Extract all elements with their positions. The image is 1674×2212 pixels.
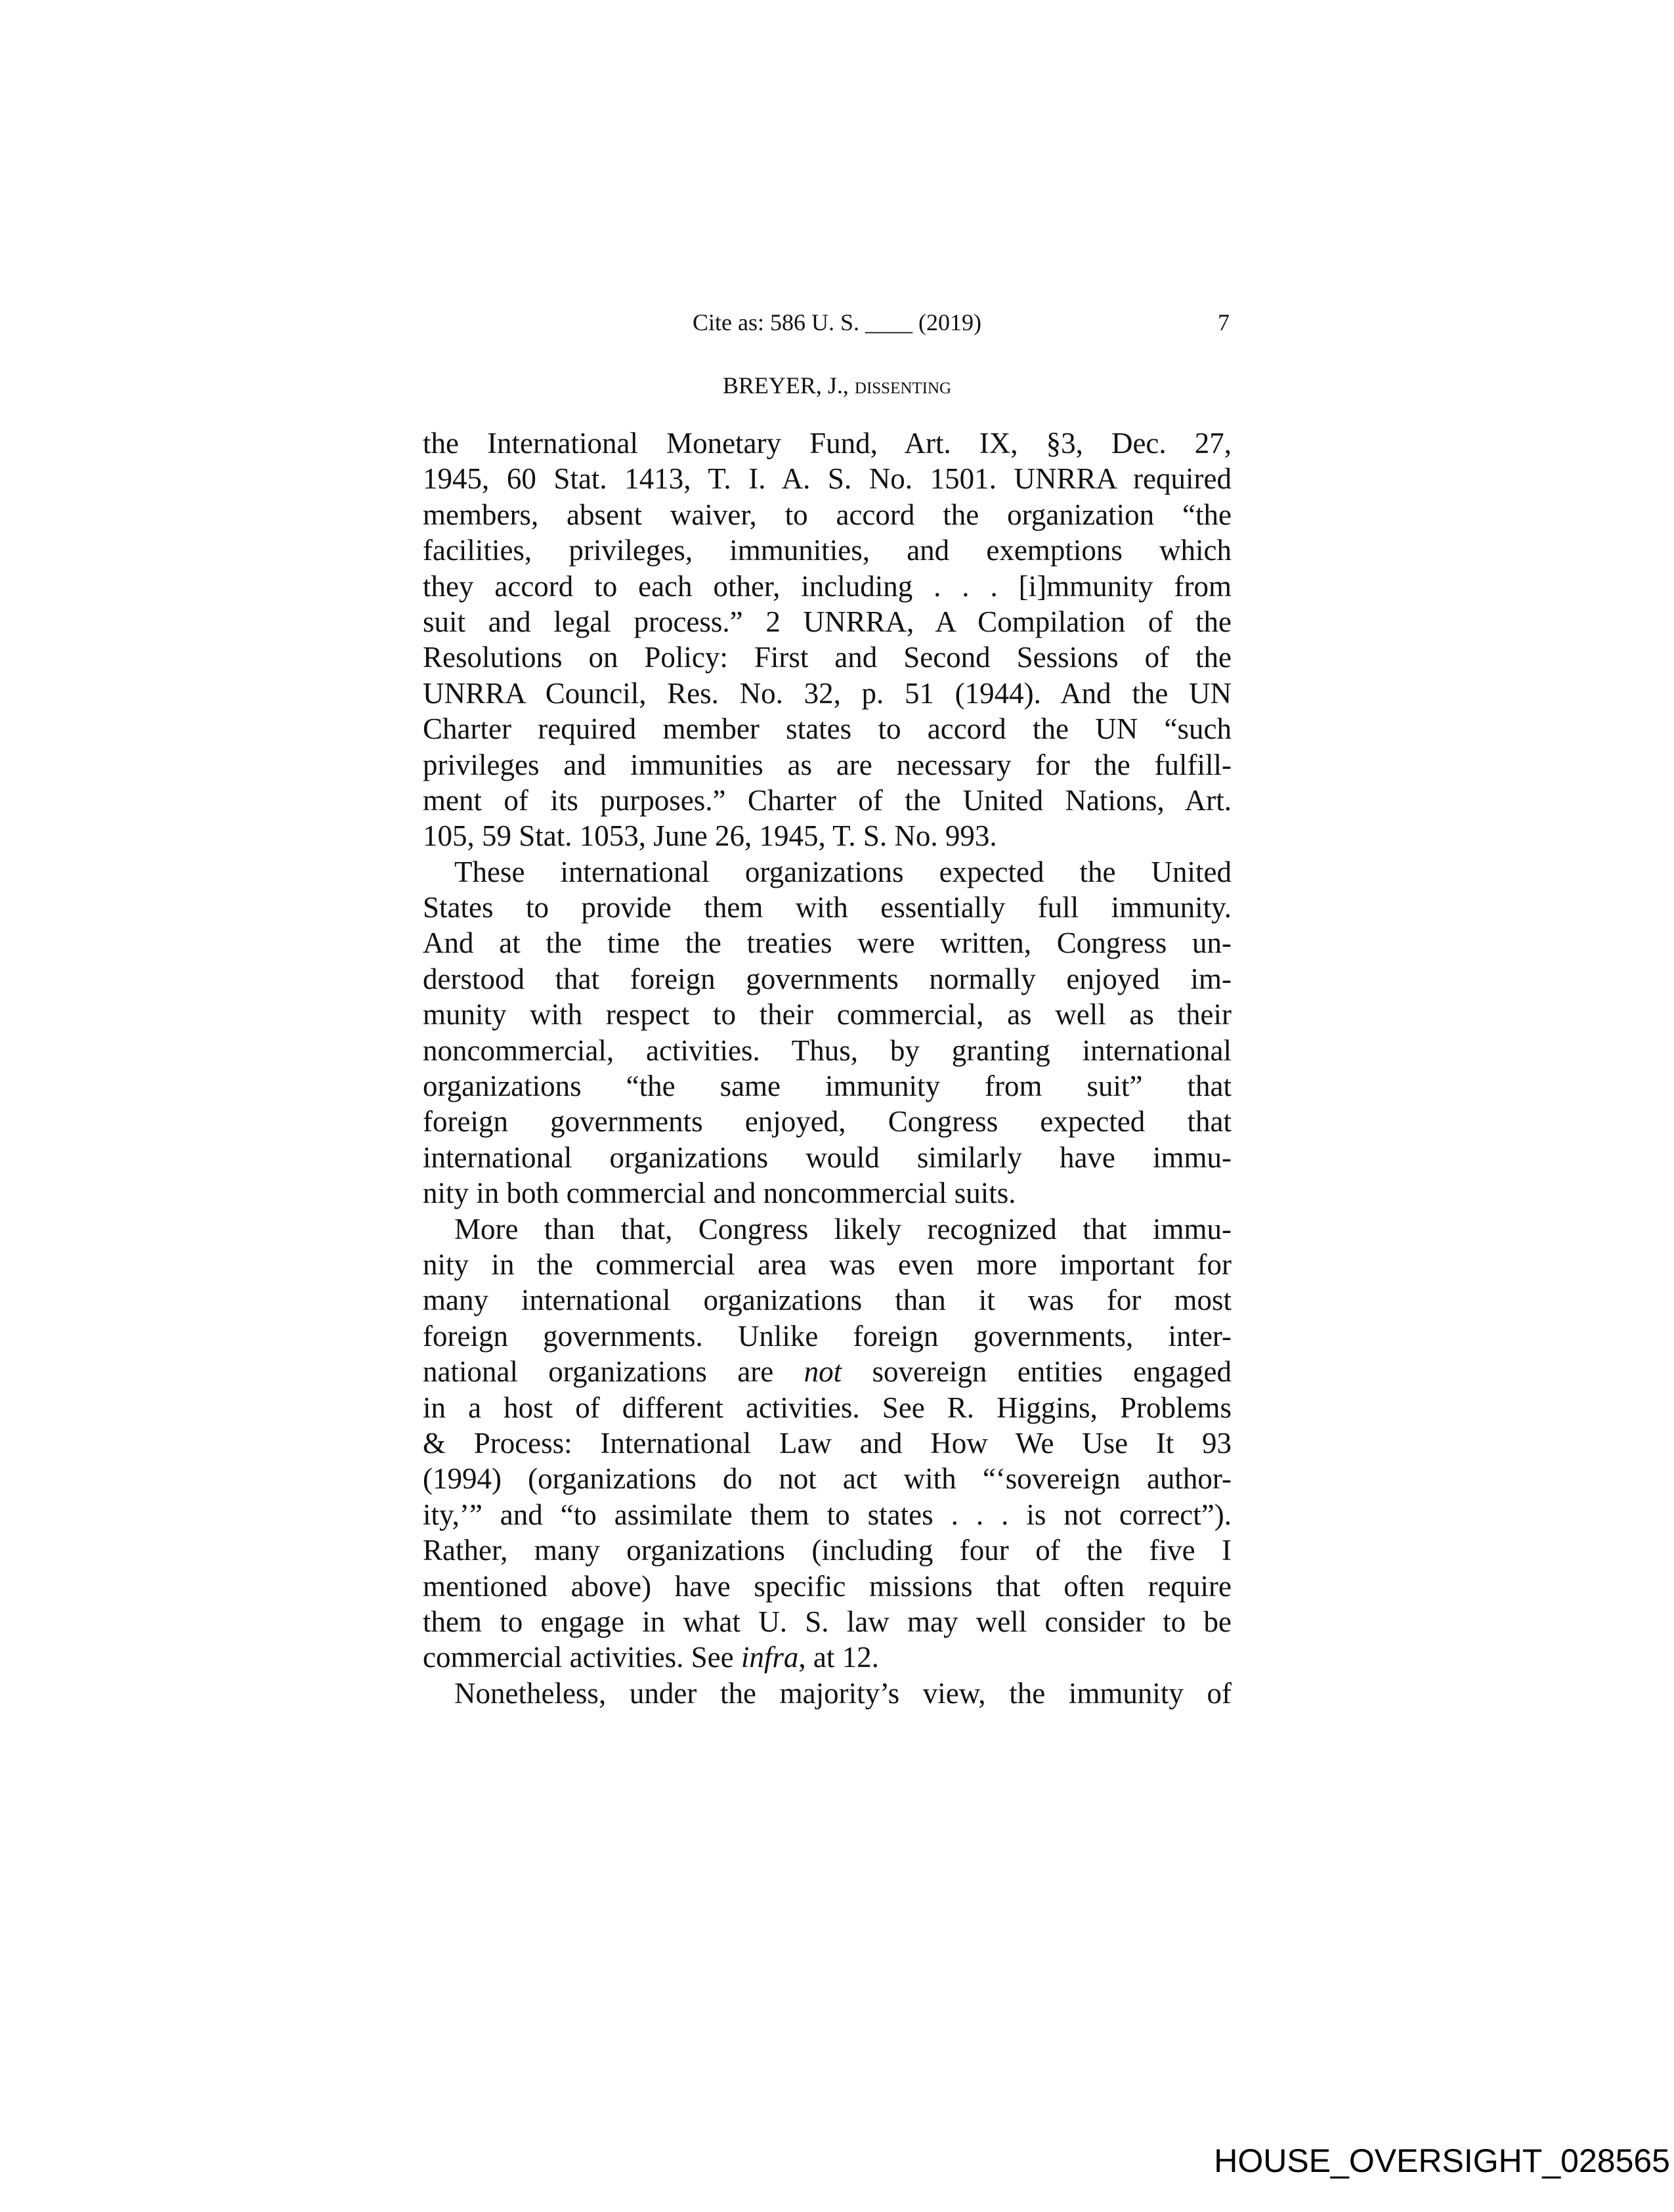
text-segment: Nonetheless, under the majority’s view, the immunity of — [454, 1676, 1232, 1710]
text-segment: international organizations would similarly have immu- — [423, 1140, 1232, 1174]
text-segment: derstood that foreign governments normally enjoyed im- — [423, 962, 1232, 995]
text-segment: commercial activities. See — [423, 1641, 741, 1674]
text-segment: More than that, Congress likely recognized that immu- — [454, 1212, 1232, 1246]
text-line — [423, 1282, 1232, 1318]
text-segment: Rather, many organizations (including four of the five I — [423, 1534, 1232, 1567]
text-line — [423, 640, 1232, 675]
text-segment: And at the time the treaties were written, Congress un- — [423, 926, 1232, 960]
text-line — [423, 1639, 1232, 1675]
text-segment: mentioned above) have specific missions that often require — [423, 1569, 1232, 1603]
text-line — [423, 961, 1232, 997]
text-segment: they accord to each other, including . . . [i]mmunity from — [423, 569, 1232, 603]
text-line — [423, 1569, 1232, 1604]
text-line — [423, 818, 1232, 854]
text-line — [423, 1461, 1232, 1496]
text-segment: facilities, privileges, immunities, and exemptions which — [423, 534, 1232, 567]
text-line — [423, 425, 1232, 461]
text-segment: members, absent waiver, to accord the organization “the — [423, 498, 1232, 531]
text-line — [423, 1532, 1232, 1568]
text-segment: sovereign entities engaged — [842, 1355, 1232, 1389]
text-segment: privileges and immunities as are necessary for the fulfill- — [423, 748, 1232, 781]
text-line — [423, 1425, 1232, 1461]
text-line — [423, 569, 1232, 604]
italic-text: infra — [740, 1641, 799, 1674]
text-line — [423, 532, 1232, 568]
text-segment: nity in the commercial area was even more important for — [423, 1247, 1232, 1281]
text-line — [423, 604, 1232, 640]
text-segment: States to provide them with essentially full immunity. — [423, 891, 1232, 924]
text-line — [423, 1247, 1232, 1282]
text-segment: suit and legal process.” 2 UNRRA, A Compilation of the — [423, 605, 1232, 638]
text-segment: organizations “the same immunity from suit” that — [423, 1070, 1232, 1103]
text-segment: UNRRA Council, Res. No. 32, p. 51 (1944). And the UN — [423, 676, 1232, 710]
text-segment: Resolutions on Policy: First and Second Sessions of the — [423, 641, 1232, 674]
text-line — [423, 925, 1232, 961]
page-number: 7 — [1218, 309, 1230, 336]
text-segment: Charter required member states to accord the UN “such — [423, 712, 1232, 746]
text-line — [423, 1140, 1232, 1175]
opinion-body-text — [423, 425, 1232, 1711]
text-line — [423, 1211, 1232, 1247]
text-segment: These international organizations expected the United — [454, 855, 1232, 888]
text-line — [423, 1676, 1232, 1711]
text-line — [423, 461, 1232, 496]
bates-number: HOUSE_OVERSIGHT_028565 — [1214, 2142, 1670, 2179]
text-line — [423, 783, 1232, 818]
italic-text: not — [804, 1355, 842, 1389]
text-line — [423, 890, 1232, 925]
text-line — [423, 497, 1232, 532]
text-segment: ment of its purposes.” Charter of the United Nations, Art. — [423, 783, 1232, 817]
text-line — [423, 1604, 1232, 1639]
text-line — [423, 1354, 1232, 1389]
text-segment: national organizations are — [423, 1355, 804, 1389]
text-segment: nity in both commercial and noncommercial suits. — [423, 1177, 1016, 1210]
text-line — [423, 711, 1232, 747]
text-line — [423, 997, 1232, 1032]
text-line — [423, 1068, 1232, 1104]
text-segment: them to engage in what U. S. law may well consider to be — [423, 1605, 1232, 1638]
text-line — [423, 1390, 1232, 1425]
text-line — [423, 854, 1232, 890]
text-line — [423, 1497, 1232, 1532]
text-line — [423, 1104, 1232, 1139]
text-segment: 105, 59 Stat. 1053, June 26, 1945, T. S. No. 993. — [423, 819, 997, 853]
text-segment: in a host of different activities. See R. Higgins, Problems — [423, 1391, 1232, 1424]
text-segment: noncommercial, activities. Thus, by granting international — [423, 1033, 1232, 1067]
running-head: BREYER, J., dissenting — [722, 372, 952, 399]
text-segment: foreign governments. Unlike foreign governments, inter- — [423, 1319, 1232, 1353]
text-segment: 1945, 60 Stat. 1413, T. I. A. S. No. 1501. UNRRA required — [423, 462, 1232, 496]
text-line — [423, 1033, 1232, 1068]
text-segment: foreign governments enjoyed, Congress expected that — [423, 1105, 1232, 1139]
text-segment: munity with respect to their commercial, as well as their — [423, 998, 1232, 1031]
text-line — [423, 747, 1232, 783]
text-segment: many international organizations than it was for most — [423, 1284, 1232, 1317]
text-line — [423, 1318, 1232, 1354]
text-segment: , at 12. — [798, 1641, 879, 1674]
text-segment: (1994) (organizations do not act with “‘sovereign author- — [423, 1462, 1232, 1496]
text-line — [423, 676, 1232, 711]
citation-header: Cite as: 586 U. S. ____ (2019) — [693, 309, 981, 336]
text-segment: the International Monetary Fund, Art. IX, §3, Dec. 27, — [423, 427, 1232, 460]
text-line — [423, 1175, 1232, 1211]
text-segment: ity,’” and “to assimilate them to states . . . is not correct”). — [423, 1498, 1232, 1531]
text-segment: & Process: International Law and How We Use It 93 — [423, 1426, 1232, 1460]
